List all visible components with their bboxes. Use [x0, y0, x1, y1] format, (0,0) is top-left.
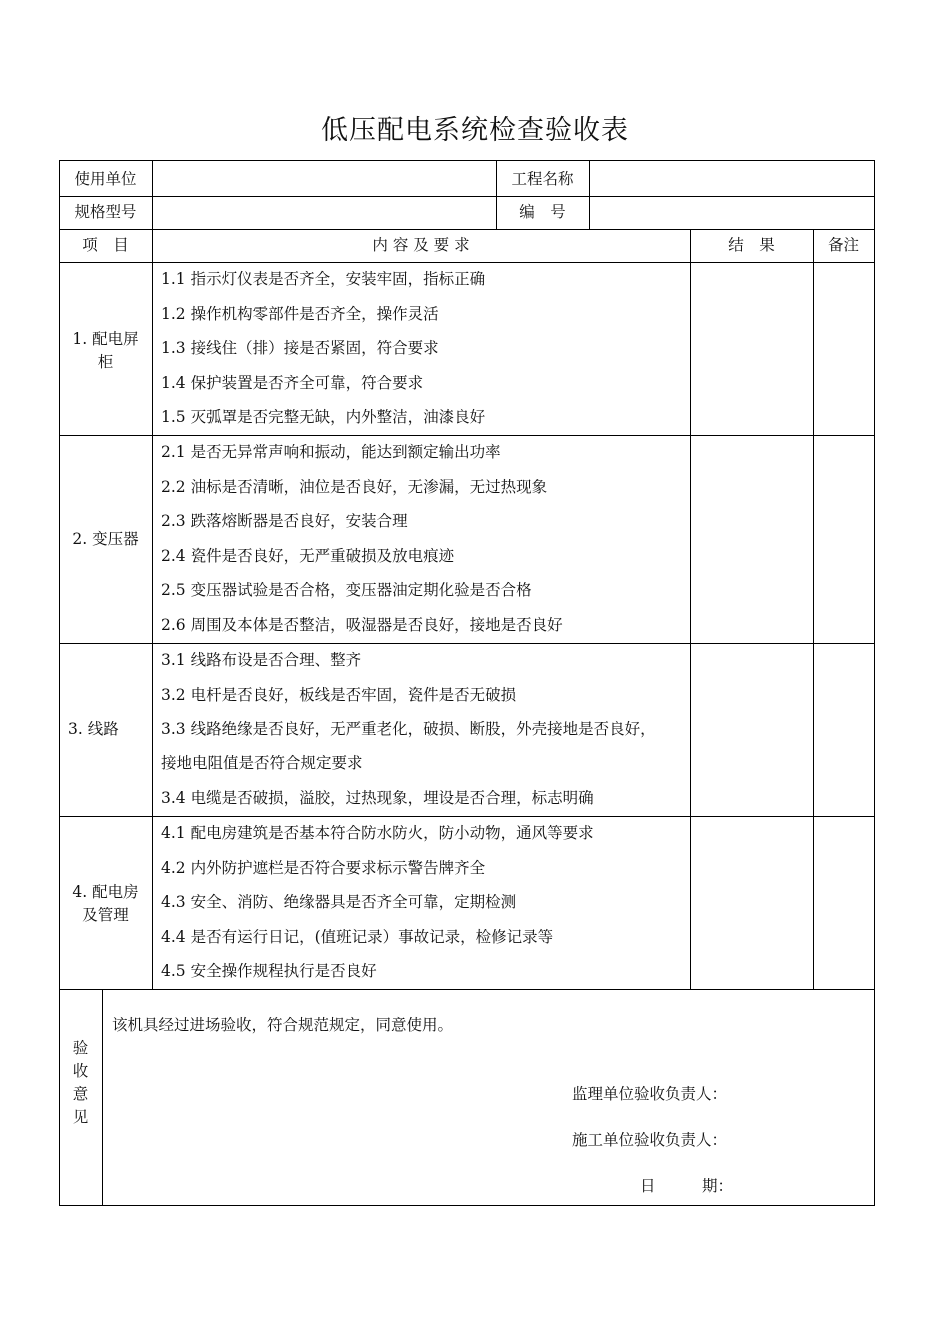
check-item: 2.4 瓷件是否良好，无严重破损及放电痕迹 [161, 547, 455, 565]
section-label-line: 4. 配电房 [72, 883, 139, 901]
check-item: 1.4 保护装置是否齐全可靠，符合要求 [161, 374, 424, 392]
result-cell[interactable] [691, 263, 812, 434]
header-model-value[interactable] [153, 197, 495, 228]
section-label-lines: 3. 线路 [68, 720, 119, 738]
acceptance-label-char: 见 [72, 1108, 89, 1126]
check-item: 2.6 周围及本体是否整洁，吸湿器是否良好，接地是否良好 [161, 616, 563, 634]
column-header-result: 结 果 [728, 236, 775, 254]
header-unit-label: 使用单位 [74, 170, 137, 188]
check-item: 4.4 是否有运行日记，(值班记录）事故记录，检修记录等 [161, 928, 554, 946]
check-item: 4.2 内外防护遮栏是否符合要求标示警告牌齐全 [161, 859, 486, 877]
constructor-signature-label: 施工单位验收负责人： [572, 1131, 728, 1149]
check-item: 3.1 线路布设是否合理、整齐 [161, 651, 362, 669]
check-item: 1.2 操作机构零部件是否齐全，操作灵活 [161, 305, 439, 323]
remark-cell[interactable] [814, 817, 873, 988]
check-item: 1.1 指示灯仪表是否齐全，安装牢固，指标正确 [161, 270, 486, 288]
check-item: 4.3 安全、消防、绝缘器具是否齐全可靠，定期检测 [161, 893, 517, 911]
supervisor-signature-label: 监理单位验收负责人： [572, 1085, 728, 1103]
constructor-signature-field[interactable] [735, 1126, 865, 1154]
column-header-content: 内 容 及 要 求 [372, 236, 470, 254]
date-label: 日 期： [640, 1177, 734, 1195]
header-number-value[interactable] [590, 197, 873, 228]
acceptance-label [59, 1037, 102, 1129]
remark-cell[interactable] [814, 436, 873, 642]
check-item: 3.3 线路绝缘是否良好，无严重老化，破损、断股，外壳接地是否良好， [161, 720, 656, 738]
remark-cell[interactable] [814, 263, 873, 434]
header-unit-value[interactable] [153, 161, 495, 195]
column-header-remark: 备注 [827, 236, 859, 254]
acceptance-statement: 该机具经过进场验收，符合规范规定，同意使用。 [112, 1016, 454, 1034]
date-field[interactable] [735, 1172, 865, 1200]
remark-cell[interactable] [814, 644, 873, 815]
check-item: 4.1 配电房建筑是否基本符合防水防火，防小动物，通风等要求 [161, 824, 594, 842]
section-label-transformer: 2. 变压器 [72, 530, 139, 548]
acceptance-label-char: 收 [72, 1062, 89, 1080]
column-header-item: 项 目 [82, 236, 129, 254]
check-item: 2.3 跌落熔断器是否良好，安装合理 [161, 512, 408, 530]
acceptance-label-char: 验 [72, 1039, 89, 1057]
check-item: 4.5 安全操作规程执行是否良好 [161, 962, 377, 980]
check-item: 3.2 电杆是否良好，板线是否牢固，瓷件是否无破损 [161, 686, 517, 704]
result-cell[interactable] [691, 644, 812, 815]
supervisor-signature-field[interactable] [735, 1080, 865, 1108]
section-label-line: 及管理 [82, 906, 129, 924]
page-title: 低压配电系统检查验收表 [321, 115, 629, 146]
check-item: 3.4 电缆是否破损，溢胶，过热现象，埋设是否合理，标志明确 [161, 789, 594, 807]
result-cell[interactable] [691, 436, 812, 642]
check-item: 2.2 油标是否清晰，油位是否良好，无渗漏，无过热现象 [161, 478, 548, 496]
check-item: 1.3 接线住（排）接是否紧固，符合要求 [161, 339, 439, 357]
check-item: 接地电阻值是否符合规定要求 [161, 754, 363, 772]
check-item: 1.5 灭弧罩是否完整无缺，内外整洁，油漆良好 [161, 408, 486, 426]
section-label-line: 柜 [97, 353, 114, 371]
section-label-line: 1. 配电屏 [72, 330, 139, 348]
result-cell[interactable] [691, 817, 812, 988]
check-item: 2.5 变压器试验是否合格，变压器油定期化验是否合格 [161, 581, 532, 599]
check-item: 2.1 是否无异常声响和振动，能达到额定输出功率 [161, 443, 501, 461]
section-label-distribution-room [59, 881, 152, 927]
header-model-label: 规格型号 [74, 203, 137, 221]
section-label-switchgear [59, 328, 152, 374]
header-project-label: 工程名称 [511, 170, 574, 188]
header-number-label: 编 号 [519, 203, 566, 221]
acceptance-label-char: 意 [72, 1085, 89, 1103]
header-project-value[interactable] [590, 161, 873, 195]
